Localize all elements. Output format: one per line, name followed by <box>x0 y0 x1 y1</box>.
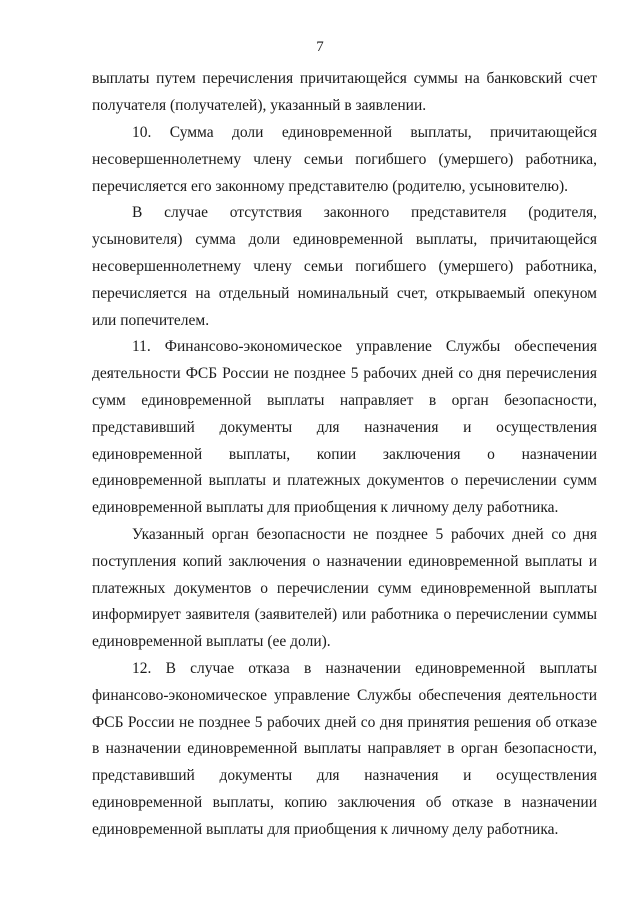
page-number: 7 <box>316 39 324 55</box>
document-body <box>92 66 597 844</box>
paragraph-11: 11. Финансово-экономическое управление Службы обеспечения деятельности ФСБ России не позднее 5 рабочих дней со дня перечисления сумм единовременной выплаты направляет в орган безопасности, представивший документы для назначения и осуществления единовременной выплаты, копии заключения о назначении единовременной выплаты и платежных документов о перечислении сумм единовременной выплаты для приобщения к личному делу работника. <box>92 338 597 517</box>
paragraph-12: 12. В случае отказа в назначении единовременной выплаты финансово-экономическое управление Службы обеспечения деятельности ФСБ России не позднее 5 рабочих дней со дня принятия решения об отказе в назначении единовременной выплаты направляет в орган безопасности, представивший документы для назначения и осуществления единовременной выплаты, копию заключения об отказе в назначении единовременной выплаты для приобщения к личному делу работника. <box>92 660 597 838</box>
paragraph-10: 10. Сумма доли единовременной выплаты, причитающейся несовершеннолетнему члену семьи погибшего (умершего) работника, перечисляется его законному представителю (родителю, усыновителю). <box>92 124 597 195</box>
paragraph-11-inform: Указанный орган безопасности не позднее 5 рабочих дней со дня поступления копий заключения о назначении единовременной выплаты и платежных документов о перечислении сумм единовременной выплаты информирует заявителя (заявителей) или работника о перечислении суммы единовременной выплаты (ее доли). <box>92 526 597 651</box>
paragraph-continuation: выплаты путем перечисления причитающейся суммы на банковский счет получателя (получателей), указанный в заявлении. <box>92 70 597 114</box>
paragraph-10-guardian: В случае отсутствия законного представителя (родителя, усыновителя) сумма доли единовременной выплаты, причитающейся несовершеннолетнему члену семьи погибшего (умершего) работника, перечисляется на отдельный номинальный счет, открываемый опекуном или попечителем. <box>92 204 597 329</box>
